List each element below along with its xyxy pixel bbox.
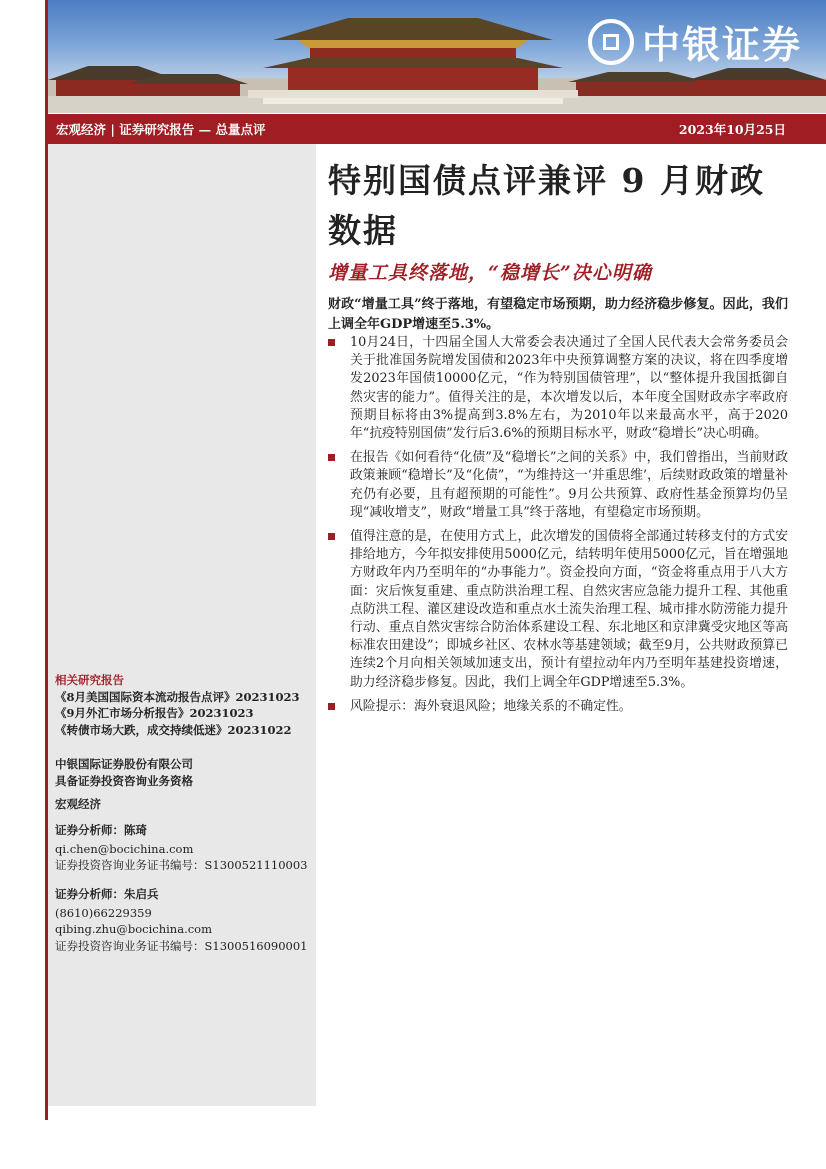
header-banner-image <box>48 0 826 113</box>
list-item <box>328 698 788 716</box>
page-subtitle: 增量工具终落地，“稳增长”决心明确 <box>328 262 652 284</box>
sector-label <box>55 796 313 813</box>
list-item <box>328 528 788 692</box>
related-report-link[interactable]: 《8月美国国际资本流动报告点评》20231023 <box>55 689 300 704</box>
analyst-phone: (8610)66229359 <box>55 905 152 920</box>
report-header-bar <box>48 114 826 144</box>
analyst-license: 证券投资咨询业务证书编号：S1300516090001 <box>55 938 308 953</box>
analyst-card <box>55 822 313 874</box>
boc-logo-icon <box>588 19 634 65</box>
bullet-text: 10月24日，十四届全国人大常委会表决通过了全国人民代表大会常务委员会关于批准国务院增发国债和2023年中央预算调整方案的决议，将在四季度增发2023年国债10000亿元，“作为特别国债管理”，以“整体提升我国抵御自然灾害的能力”。值得关注的是，本次增发以后，本年度全国财政赤字率政府预期目标将由3%提高到3.8%左右，为2010年以来最高水平，高于2020年“抗疫特别国债”发行后3.6%的预期目标水平，财政“稳增长”决心明确。 <box>350 335 788 442</box>
analyst-email[interactable]: qi.chen@bocichina.com <box>55 841 194 856</box>
analyst-email[interactable]: qibing.zhu@bocichina.com <box>55 922 212 936</box>
company-logo <box>588 14 802 69</box>
related-report-link[interactable]: 《转债市场大跌，成交持续低迷》20231022 <box>55 722 292 737</box>
report-date: 2023年10月25日 <box>678 122 786 137</box>
analyst-card <box>55 886 313 954</box>
bullet-list <box>328 334 788 722</box>
related-reports <box>55 672 313 738</box>
page-title: 特别国债点评兼评 9 月财政数据 <box>328 161 765 250</box>
analyst-title: 证券分析师：朱启兵 <box>55 887 159 901</box>
list-item <box>328 334 788 443</box>
analyst-license: 证券投资咨询业务证书编号：S1300521110003 <box>55 858 308 872</box>
logo-text: 中银证券 <box>641 23 802 67</box>
bullet-square-icon <box>328 703 335 710</box>
report-category: 宏观经济 | 证券研究报告 — 总量点评 <box>56 122 266 137</box>
sector-name: 宏观经济 <box>55 797 101 811</box>
company-name: 中银国际证券股份有限公司 <box>55 757 193 771</box>
analyst-title: 证券分析师：陈琦 <box>55 823 147 837</box>
bullet-text: 风险提示：海外衰退风险；地缘关系的不确定性。 <box>350 698 632 714</box>
bullet-square-icon <box>328 454 335 461</box>
bullet-text: 在报告《如何看待“化债”及“稳增长”之间的关系》中，我们曾指出，当前财政政策兼顾“稳增长”及“化债”，“为维持这一‘并重思维’，后续财政政策的增量补充仍有必要，且有超预期的可能性”。9月公共预算、政府性基金预算均仍呈现“减收增支”，财政“增量工具”终于落地，有望稳定市场预期。 <box>350 450 788 520</box>
list-item <box>328 449 788 522</box>
company-info <box>55 756 313 789</box>
bullet-square-icon <box>328 339 335 346</box>
related-report-link[interactable]: 《9月外汇市场分析报告》20231023 <box>55 706 254 720</box>
bullet-text: 值得注意的是，在使用方式上，此次增发的国债将全部通过转移支付的方式安排给地方，今年拟安排使用5000亿元，结转明年使用5000亿元，旨在增强地方财政年内乃至明年的“办事能力”。资金投向方面，“资金将重点用于八大方面：灾后恢复重建、重点防洪治理工程、自然灾害应急能力提升工程、其他重点防洪工程、灌区建设改造和重点水土流失治理工程、城市排水防涝能力提升行动、重点自然灾害综合防治体系建设工程、东北地区和京津冀受灾地区等高标准农田建设”；即城乡社区、农林水等基建领域；截至9月，公共财政预算已连续2个月向相关领域加速支出，预计有望拉动年内乃至明年基建投资增速，助力经济稳步修复。因此，我们上调全年GDP增速至5.3%。 <box>350 529 788 690</box>
summary-paragraph: 财政“增量工具”终于落地，有望稳定市场预期，助力经济稳步修复。因此，我们上调全年GDP增速至5.3%。 <box>328 297 788 332</box>
company-qualification: 具备证券投资咨询业务资格 <box>55 773 193 788</box>
bullet-square-icon <box>328 533 335 540</box>
sidebar-panel <box>48 144 316 1106</box>
related-reports-title: 相关研究报告 <box>55 673 124 687</box>
